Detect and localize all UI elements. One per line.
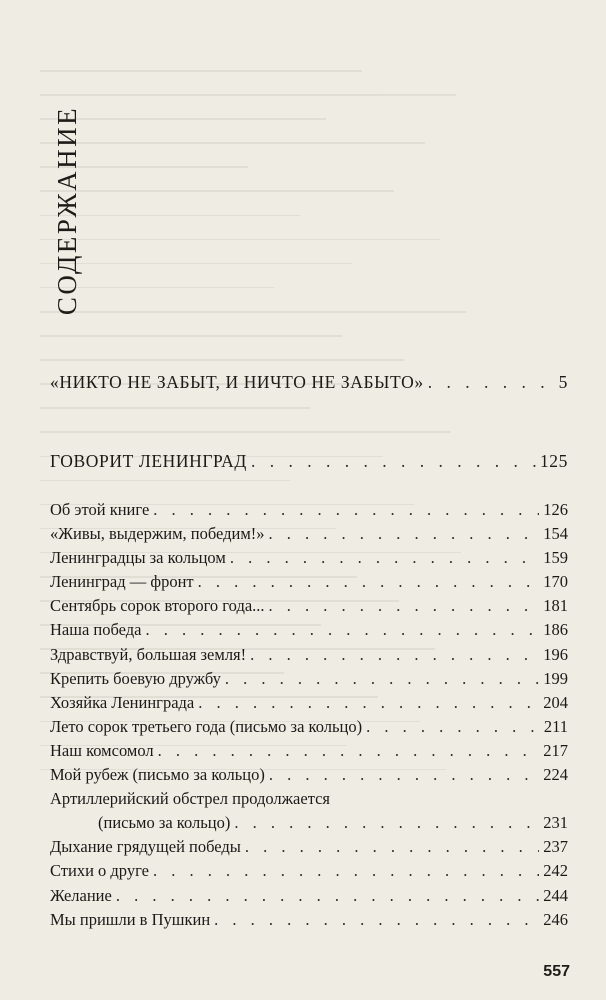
dot-leader [366,717,540,737]
entry-page-number: 181 [543,596,568,616]
toc-part-1 [50,372,568,402]
dot-leader [250,645,539,665]
toc-entry-first-line [50,789,568,813]
toc-entry-continuation [50,813,568,837]
part-page-number: 5 [558,372,568,392]
entry-title: Сентябрь сорок второго года... [50,596,265,616]
toc-entry [50,645,568,669]
dot-leader [269,524,540,544]
dot-leader [145,620,539,640]
entry-page-number: 246 [543,909,568,929]
toc-entry [50,548,568,572]
toc-entry [50,620,568,644]
entry-title-continuation: (письмо за кольцо) [98,813,231,833]
toc-part-row [50,372,568,402]
toc-entry [50,741,568,765]
dot-leader [269,765,539,785]
contents-heading-text: СОДЕРЖАНИЕ [52,105,83,315]
contents-heading [48,90,88,330]
entry-title: Об этой книге [50,500,150,519]
entry-page-number: 224 [543,765,568,785]
part-title: ГОВОРИТ ЛЕНИНГРАД [50,451,247,471]
toc-entry [50,861,568,885]
part-page-number: 125 [539,451,568,471]
entry-page-number: 199 [543,668,568,688]
dot-leader [245,837,539,857]
toc-entry [50,669,568,693]
entry-page-number: 126 [543,500,568,519]
toc-entry [50,910,568,934]
entry-page-number: 237 [543,837,568,857]
entry-page-number: 170 [543,572,568,592]
dot-leader [234,813,539,833]
entry-title: Дыхание грядущей победы [50,837,241,857]
toc-entry [50,717,568,741]
entry-page-number: 159 [543,548,568,568]
toc-entries [50,500,568,934]
toc-entry [50,765,568,789]
toc-entry [50,500,568,524]
part-title: «НИКТО НЕ ЗАБЫТ, И НИЧТО НЕ ЗАБЫТО» [50,372,424,392]
entry-title: Лето сорок третьего года (письмо за кольцо) [50,716,363,736]
toc-entry [50,572,568,596]
entry-title: Желание [50,885,112,905]
entry-title: «Живы, выдержим, победим!» [50,524,265,544]
toc-part-2 [50,451,568,481]
toc-entry [50,837,568,861]
entry-title: Наша победа [50,620,142,640]
entry-page-number: 211 [543,716,568,736]
entry-page-number: 196 [543,644,568,664]
entry-page-number: 242 [543,861,568,881]
entry-title: Наш комсомол [50,740,154,760]
toc-entry [50,524,568,548]
entry-page-number: 186 [543,620,568,640]
toc-entry [50,596,568,620]
entry-page-number: 217 [543,740,568,760]
page-number: 557 [543,963,570,980]
dot-leader [251,451,536,472]
entry-title: Хозяйка Ленинграда [50,692,195,712]
dot-leader [214,910,539,930]
entry-title: Мой рубеж (письмо за кольцо) [50,765,265,785]
entry-title: Ленинград — фронт [50,572,194,592]
entry-title: Стихи о друге [50,861,149,881]
dot-leader [428,372,555,393]
toc-entry [50,886,568,910]
entry-title: Ленинградцы за кольцом [50,548,226,568]
entry-page-number: 154 [543,524,568,544]
entry-title: Здравствуй, большая земля! [50,644,247,664]
toc-entry [50,693,568,717]
entry-title: Крепить боевую дружбу [50,668,221,688]
entry-title: Артиллерийский обстрел продолжается [50,789,331,809]
entry-page-number: 231 [543,813,568,833]
dot-leader [153,861,539,881]
toc-part-row [50,451,568,481]
entry-title: Мы пришли в Пушкин [50,909,211,929]
dot-leader [116,886,539,906]
dot-leader [198,693,539,713]
dot-leader [198,572,540,592]
dot-leader [158,741,540,761]
dot-leader [153,500,539,520]
entry-page-number: 204 [543,692,568,712]
dot-leader [269,596,540,616]
entry-page-number: 244 [543,885,568,905]
dot-leader [225,669,539,689]
dot-leader [230,548,539,568]
